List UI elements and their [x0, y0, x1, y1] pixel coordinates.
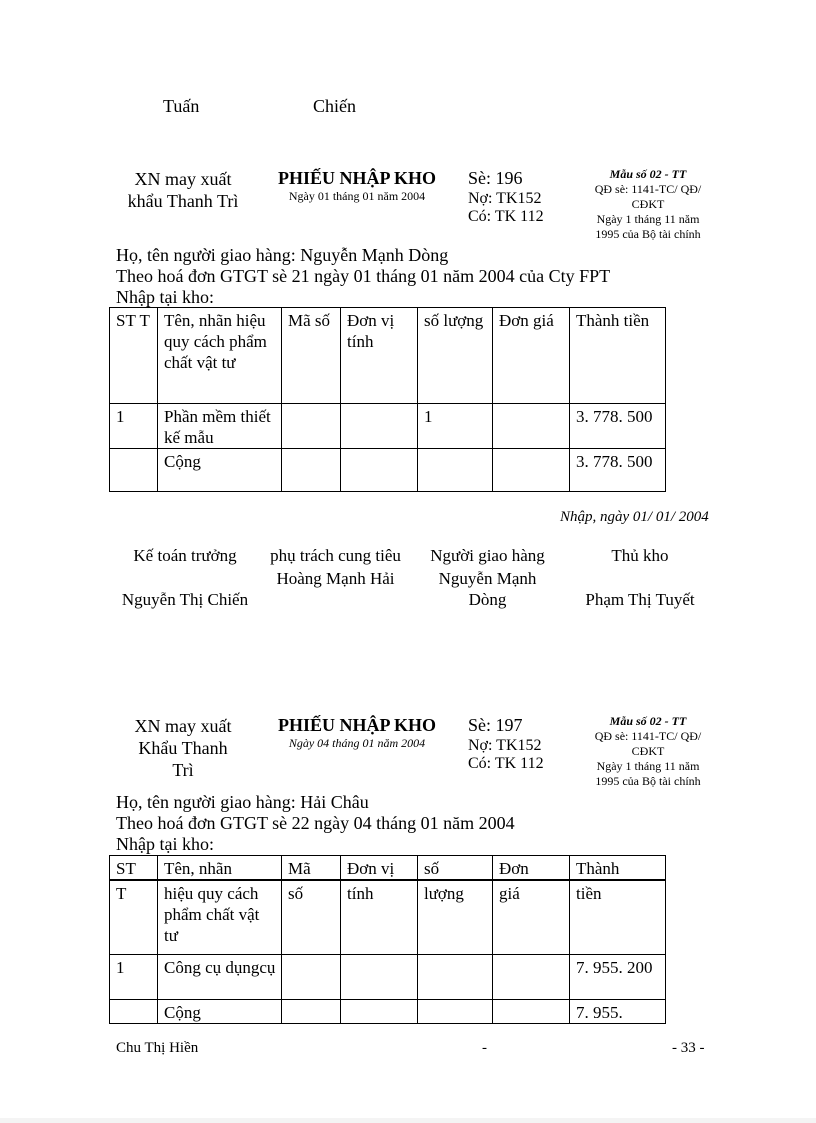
footer-author: Chu Thị Hiền [116, 1040, 199, 1056]
receipt-date: Ngày 01 tháng 01 năm 2004 [288, 189, 426, 203]
table-cell [282, 449, 341, 492]
receipt-number: Sè: 197 [468, 715, 523, 735]
table-cell [418, 954, 493, 999]
table-row [110, 954, 666, 999]
invoice-line: Theo hoá đơn GTGT sè 22 ngày 04 tháng 01 năm 2004 [116, 813, 515, 833]
header-cell: lượng [418, 880, 493, 954]
footer-dash: - [482, 1040, 487, 1056]
warehouse-line: Nhập tại kho: [116, 834, 214, 854]
table-header-row [110, 308, 666, 404]
table-cell: Công cụ dụngcụ [158, 954, 282, 999]
table-cell [110, 449, 158, 492]
page-number: - 33 - [672, 1040, 705, 1056]
receipt-title: PHIẾU NHẬP KHO [277, 168, 436, 188]
table-cell: 3. 778. 500 [570, 449, 666, 492]
table-cell [341, 954, 418, 999]
table-cell [282, 404, 341, 449]
invoice-line: Theo hoá đơn GTGT sè 21 ngày 01 tháng 01 năm 2004 của Cty FPT [116, 266, 611, 286]
form-code-block: Mẫu số 02 - TT QĐ sè: 1141-TC/ QĐ/ CĐKT Ngày 1 tháng 11 năm 1995 của Bộ tài chính [594, 714, 702, 788]
table-cell [282, 999, 341, 1023]
company-name: XN may xuất Khẩu Thanh Trì [134, 716, 232, 780]
header-cell: tiền [570, 880, 666, 954]
table-cell [341, 404, 418, 449]
signature-storekeeper: Thủ kho Phạm Thị Tuyết [585, 546, 695, 609]
table-row [110, 404, 666, 449]
top-name-2: Chiến [313, 96, 356, 116]
receipt-debit: Nợ: TK152 [468, 737, 542, 754]
table-header-row-2 [110, 880, 666, 954]
place-date: Nhập, ngày 01/ 01/ 2004 [560, 509, 709, 525]
page-bottom-edge [0, 1118, 816, 1123]
receipt-title: PHIẾU NHẬP KHO [277, 715, 436, 735]
table-cell [418, 449, 493, 492]
header-cell: Thành [570, 856, 666, 881]
receipt-credit: Có: TK 112 [468, 208, 544, 225]
receipt-credit: Có: TK 112 [468, 755, 544, 772]
header-cell: Mã số [282, 308, 341, 404]
header-cell: Đơn giá [493, 308, 570, 404]
header-cell: số [282, 880, 341, 954]
header-cell: Thành tiền [570, 308, 666, 404]
header-cell: giá [493, 880, 570, 954]
header-cell: số lượng [418, 308, 493, 404]
company-name: XN may xuất khẩu Thanh Trì [127, 169, 239, 211]
receipt-date: Ngày 04 tháng 01 năm 2004 [288, 736, 426, 750]
goods-table [109, 307, 666, 492]
header-cell: Đơn [493, 856, 570, 881]
table-cell [110, 999, 158, 1023]
receipt-number: Sè: 196 [468, 168, 523, 188]
header-cell: số [418, 856, 493, 881]
signature-supply-officer: phụ trách cung tiêu Hoàng Mạnh Hải [270, 546, 401, 588]
table-cell: 1 [110, 954, 158, 999]
top-name-1: Tuấn [163, 96, 200, 116]
header-cell: ST [110, 856, 158, 881]
warehouse-line: Nhập tại kho: [116, 287, 214, 307]
form-code-block: Mẫu số 02 - TT QĐ sè: 1141-TC/ QĐ/ CĐKT Ngày 1 tháng 11 năm 1995 của Bộ tài chính [594, 167, 702, 241]
deliverer-line: Họ, tên người giao hàng: Nguyễn Mạnh Dòng [116, 245, 449, 265]
table-header-row [110, 856, 666, 881]
table-cell: 3. 778. 500 [570, 404, 666, 449]
table-row-total [110, 999, 666, 1023]
table-cell: Cộng [158, 449, 282, 492]
table-cell [341, 999, 418, 1023]
table-cell [493, 954, 570, 999]
header-cell: Mã [282, 856, 341, 881]
table-cell: 1 [418, 404, 493, 449]
header-cell: tính [341, 880, 418, 954]
header-cell: hiệu quy cách phẩm chất vật tư [158, 880, 282, 954]
table-cell [493, 449, 570, 492]
header-cell: Đơn vị tính [341, 308, 418, 404]
header-cell: Đơn vị [341, 856, 418, 881]
header-cell: Tên, nhãn hiệu quy cách phẩm chất vật tư [158, 308, 282, 404]
table-cell: 7. 955. 200 [570, 954, 666, 999]
table-cell: 7. 955. [570, 999, 666, 1023]
table-cell [341, 449, 418, 492]
receipt-debit: Nợ: TK152 [468, 190, 542, 207]
signature-chief-accountant: Kế toán trưởng Nguyễn Thị Chiến [121, 546, 249, 609]
table-cell [418, 999, 493, 1023]
signature-deliverer: Người giao hàng Nguyễn Mạnh Dòng [430, 546, 545, 609]
header-cell: Tên, nhãn [158, 856, 282, 881]
table-cell [493, 404, 570, 449]
header-cell: T [110, 880, 158, 954]
table-cell [282, 954, 341, 999]
table-cell: Phần mềm thiết kế mẫu [158, 404, 282, 449]
table-cell: 1 [110, 404, 158, 449]
header-cell: ST T [110, 308, 158, 404]
table-cell [493, 999, 570, 1023]
table-row-total [110, 449, 666, 492]
deliverer-line: Họ, tên người giao hàng: Hải Châu [116, 792, 369, 812]
goods-table [109, 855, 666, 1024]
table-cell: Cộng [158, 999, 282, 1023]
